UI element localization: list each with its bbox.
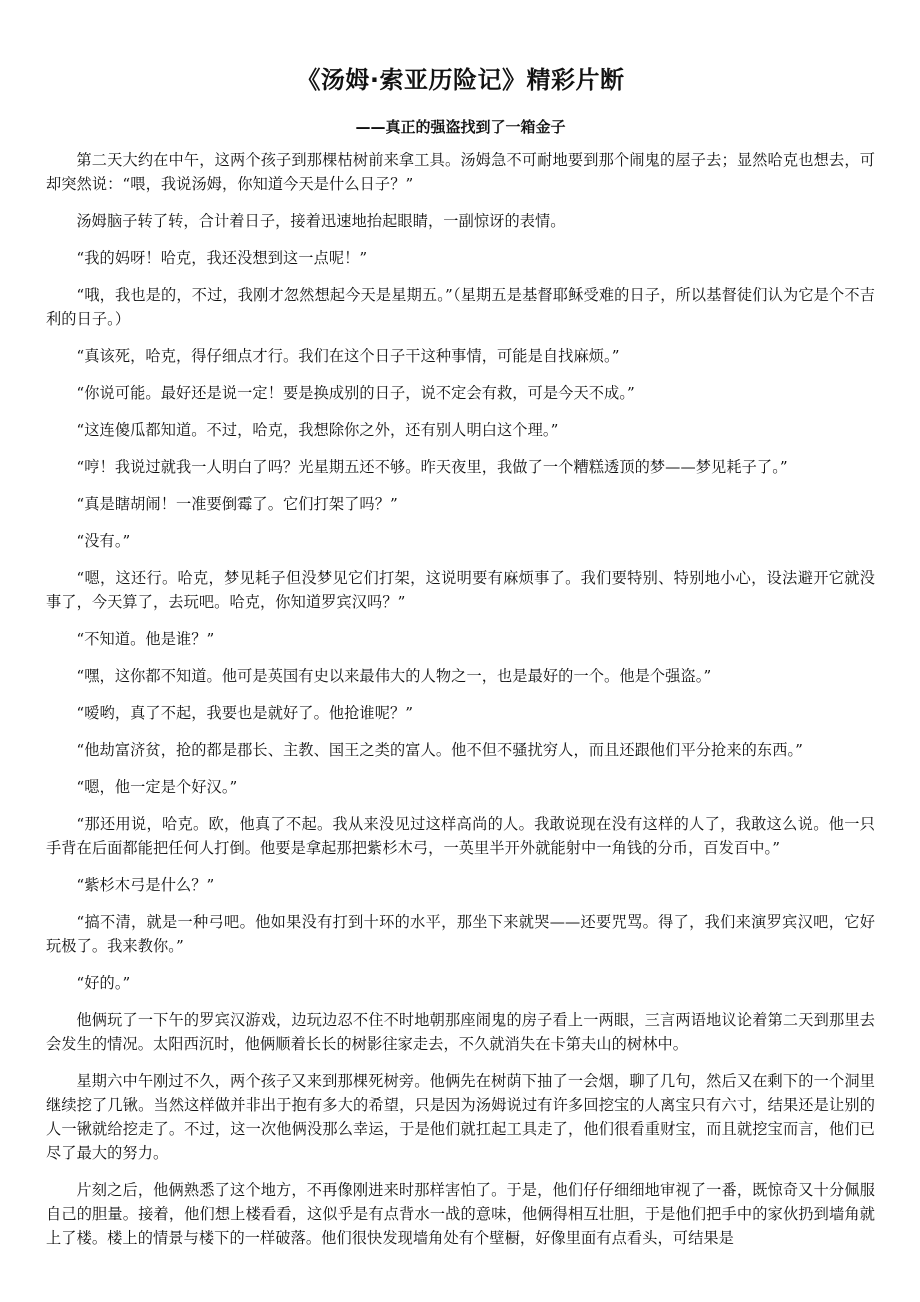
paragraph: “嘿，这你都不知道。他可是英国有史以来最伟大的人物之一，也是最好的一个。他是个强盗。”: [76, 667, 712, 685]
paragraph: “嗳哟，真了不起，我要也是就好了。他抢谁呢？”: [76, 704, 414, 722]
paragraph: “真是瞎胡闹！一准要倒霉了。它们打架了吗？”: [76, 495, 398, 513]
paragraph: “他劫富济贫，抢的都是郡长、主教、国王之类的富人。他不但不骚扰穷人，而且还跟他们平分抢来的东西。”: [76, 741, 804, 759]
paragraph: “哼！我说过就我一人明白了吗？光星期五还不够。昨天夜里，我做了一个糟糕透顶的梦——梦见耗子了。”: [76, 458, 788, 476]
paragraph: 汤姆脑子转了转，合计着日子，接着迅速地抬起眼睛，一副惊讶的表情。: [76, 212, 566, 230]
paragraph: “真该死，哈克，得仔细点才行。我们在这个日子干这种事情，可能是自找麻烦。”: [76, 347, 620, 365]
paragraph: “你说可能。最好还是说一定！要是换成别的日子，说不定会有救，可是今天不成。”: [76, 384, 635, 402]
paragraph: “哦，我也是的，不过，我刚才忽然想起今天是星期五。”（星期五是基督耶稣受难的日子，所以基督徒们认为它是个不吉利的日子。）: [46, 286, 875, 328]
paragraph: “嗯，他一定是个好汉。”: [76, 778, 238, 796]
paragraph: “没有。”: [76, 532, 131, 550]
document-title: 《汤姆·索亚历险记》精彩片断: [296, 66, 625, 94]
paragraph: “我的妈呀！哈克，我还没想到这一点呢！”: [76, 249, 368, 267]
paragraph: “那还用说，哈克。欧，他真了不起。我从来没见过这样高尚的人。我敢说现在没有这样的人了，我敢这么说。他一只手背在后面都能把任何人打倒。他要是拿起那把紫杉木弓，一英里半开外就能射中一角钱的分币，百发百中。”: [46, 815, 875, 857]
paragraph: “紫杉木弓是什么？”: [76, 876, 215, 894]
paragraph: “这连傻瓜都知道。不过，哈克，我想除你之外，还有别人明白这个理。”: [76, 421, 559, 439]
paragraph: “嗯，这还行。哈克，梦见耗子但没梦见它们打架，这说明要有麻烦事了。我们要特别、特别地小心，设法避开它就没事了，今天算了，去玩吧。哈克，你知道罗宾汉吗？”: [46, 569, 875, 611]
paragraph: 片刻之后，他俩熟悉了这个地方，不再像刚进来时那样害怕了。于是，他们仔仔细细地审视了一番，既惊奇又十分佩服自己的胆量。接着，他们想上楼看看，这似乎是有点背水一战的意味，他俩得相互壮胆，于是他们把手中的家伙扔到墙角就上了楼。楼上的情景与楼下的一样破落。他们很快发现墙角处有个壁橱，好像里面有点看头，可结果是: [46, 1181, 875, 1247]
paragraph: 星期六中午刚过不久，两个孩子又来到那棵死树旁。他俩先在树荫下抽了一会烟，聊了几句，然后又在剩下的一个洞里继续挖了几锹。当然这样做并非出于抱有多大的希望，只是因为汤姆说过有许多回挖宝的人离宝只有六寸，结果还是让别的人一锹就给挖走了。不过，这一次他俩没那么幸运，于是他们就扛起工具走了，他们很看重财宝，而且就挖宝而言，他们已尽了最大的努力。: [46, 1072, 875, 1162]
paragraph: 第二天大约在中午，这两个孩子到那棵枯树前来拿工具。汤姆急不可耐地要到那个闹鬼的屋子去；显然哈克也想去，可却突然说：“喂，我说汤姆，你知道今天是什么日子？”: [46, 151, 875, 193]
paragraph: “好的。”: [76, 974, 131, 992]
paragraph: 他俩玩了一下午的罗宾汉游戏，边玩边忍不住不时地朝那座闹鬼的房子看上一两眼，三言两语地议论着第二天到那里去会发生的情况。太阳西沉时，他俩顺着长长的树影往家走去，不久就消失在卡第夫山的树林中。: [46, 1011, 875, 1053]
document-body: [46, 148, 875, 1250]
paragraph: “搞不清，就是一种弓吧。他如果没有打到十环的水平，那坐下来就哭——还要咒骂。得了，我们来演罗宾汉吧，它好玩极了。我来教你。”: [46, 913, 875, 955]
paragraph: “不知道。他是谁？”: [76, 630, 215, 648]
document-subtitle: ——真正的强盗找到了一箱金子: [355, 118, 566, 136]
